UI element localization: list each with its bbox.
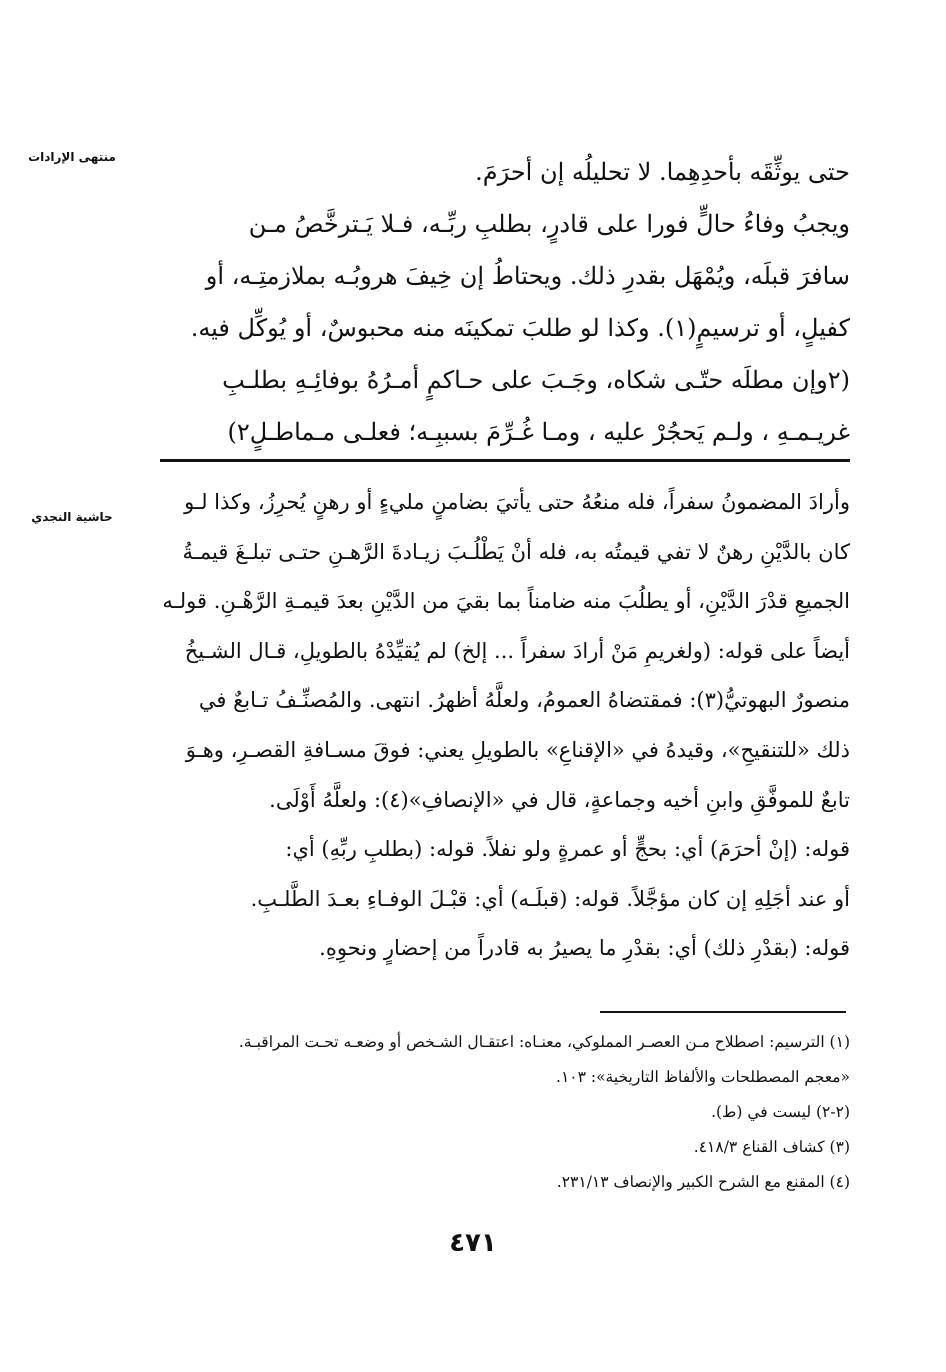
matn-line: غريـمـهِ ، ولـم يَحجُرْ عليه ، ومـا غُـرِّمَ بسببِـه؛ فعلـى مـماطـلٍ٢) [227,418,850,446]
footnote-item: (٢-٢) ليست في (ط). [711,1103,850,1121]
hashia-line: أيضاً على قوله: (ولغريمِ مَنْ أرادَ سفراً ... إلخ) لم يُقيِّدْهُ بالطويلِ، قـال الشـيخُ [184,638,850,663]
matn-separator-rule [160,459,850,462]
hashia-text [160,478,850,974]
footnotes [160,1025,850,1200]
matn-source-label: منتهى الإرادات [28,150,116,164]
matn-line: (٢وإن مطلَه حتّـى شكاه، وجَـبَ على حـاكمٍ أمـرُهُ بوفائِـهِ بطلـبِ [222,366,850,394]
hashia-line: تابعٌ للموفَّقِ وابنِ أخيه وجماعةٍ، قال في «الإنصافِ»(٤): ولعلَّهُ أَوْلَى. [269,787,850,812]
matn-line: سافرَ قبلَه، ويُمْهَل بقدرِ ذلك. ويحتاطُ إن خِيفَ هروبُـه بملازمتِـه، أو [205,262,850,290]
footnote-item: (٤) المقنع مع الشرح الكبير والإنصاف ٢٣١/١٣. [556,1173,850,1191]
matn-line: كفيلٍ، أو ترسيمٍ(١). وكذا لو طلبَ تمكينَه منه محبوسٌ، أو يُوكِّل فيه. [190,314,850,342]
hashia-line: أو عند أجَلِهِ إن كان مؤجَّلاً. قوله: (قبلَـه) أي: قبْـلَ الوفـاءِ بعـدَ الطَّلـبِ. [250,886,850,911]
footnote-separator-rule [600,1011,846,1013]
footnote-item: «معجم المصطلحات والألفاظ التاريخية»: ١٠٣. [556,1068,850,1086]
hashia-source-label: حاشية النجدي [31,510,113,524]
footnote-item: (١) الترسيم: اصطلاح مـن العصـر المملوكي، معنـاه: اعتقـال الشـخص أو وضعـه تحـت المراقبـة. [238,1033,850,1051]
matn-text [160,146,850,458]
hashia-line: ذلك «للتنقيحِ»، وقيدهُ في «الإقناعِ» بالطويلِ يعني: فوقَ مسـافةِ القصـرِ، وهـوَ [185,737,850,762]
hashia-line: الجميعِ قدْرَ الدَّيْنِ، أو يطلُبَ منه ضامناً بما بقيَ من الدَّيْنِ بعدَ قيمـةِ الرَّهْـنِ. قولـه [162,589,850,614]
hashia-line: قوله: (بقدْرِ ذلك) أي: بقدْرِ ما يصيرُ به قادراً من إحضارٍ ونحوِهِ. [319,936,850,961]
page-number: ٤٧١ [449,1228,497,1258]
hashia-line: كان بالدَّيْنِ رهنٌ لا تفي قيمتُه به، فله أنْ يَطْلُـبَ زيـادةَ الرَّهـنِ حتـى تبلـغَ قيمـةُ [182,539,850,564]
footnote-item: (٣) كشاف القناع ٤١٨/٣. [693,1138,850,1156]
hashia-line: منصورٌ البهوتيُّ(٣): فمقتضاهُ العمومُ، ولعلَّهُ أظهرُ. انتهى. والمُصنِّـفُ تـابعٌ في [198,688,850,713]
matn-line: حتى يوثِّقَه بأحدِهِما. لا تحليلُه إن أحرَمَ. [475,158,850,186]
hashia-line: قوله: (إنْ أحرَمَ) أي: بحجٍّ أو عمرةٍ ولو نفلاً. قوله: (بطلبِ ربِّهِ) أي: [285,837,850,862]
hashia-line: وأرادَ المضمونُ سفراً، فله منعُهُ حتى يأتيَ بضامنٍ مليءٍ أو رهنٍ يُحرِزُ، وكذا لـو [184,490,850,514]
matn-line: ويجبُ وفاءُ حالٍّ فورا على قادرٍ، بطلبِ ربِّـه، فـلا يَـترخَّصُ مـن [248,210,850,238]
